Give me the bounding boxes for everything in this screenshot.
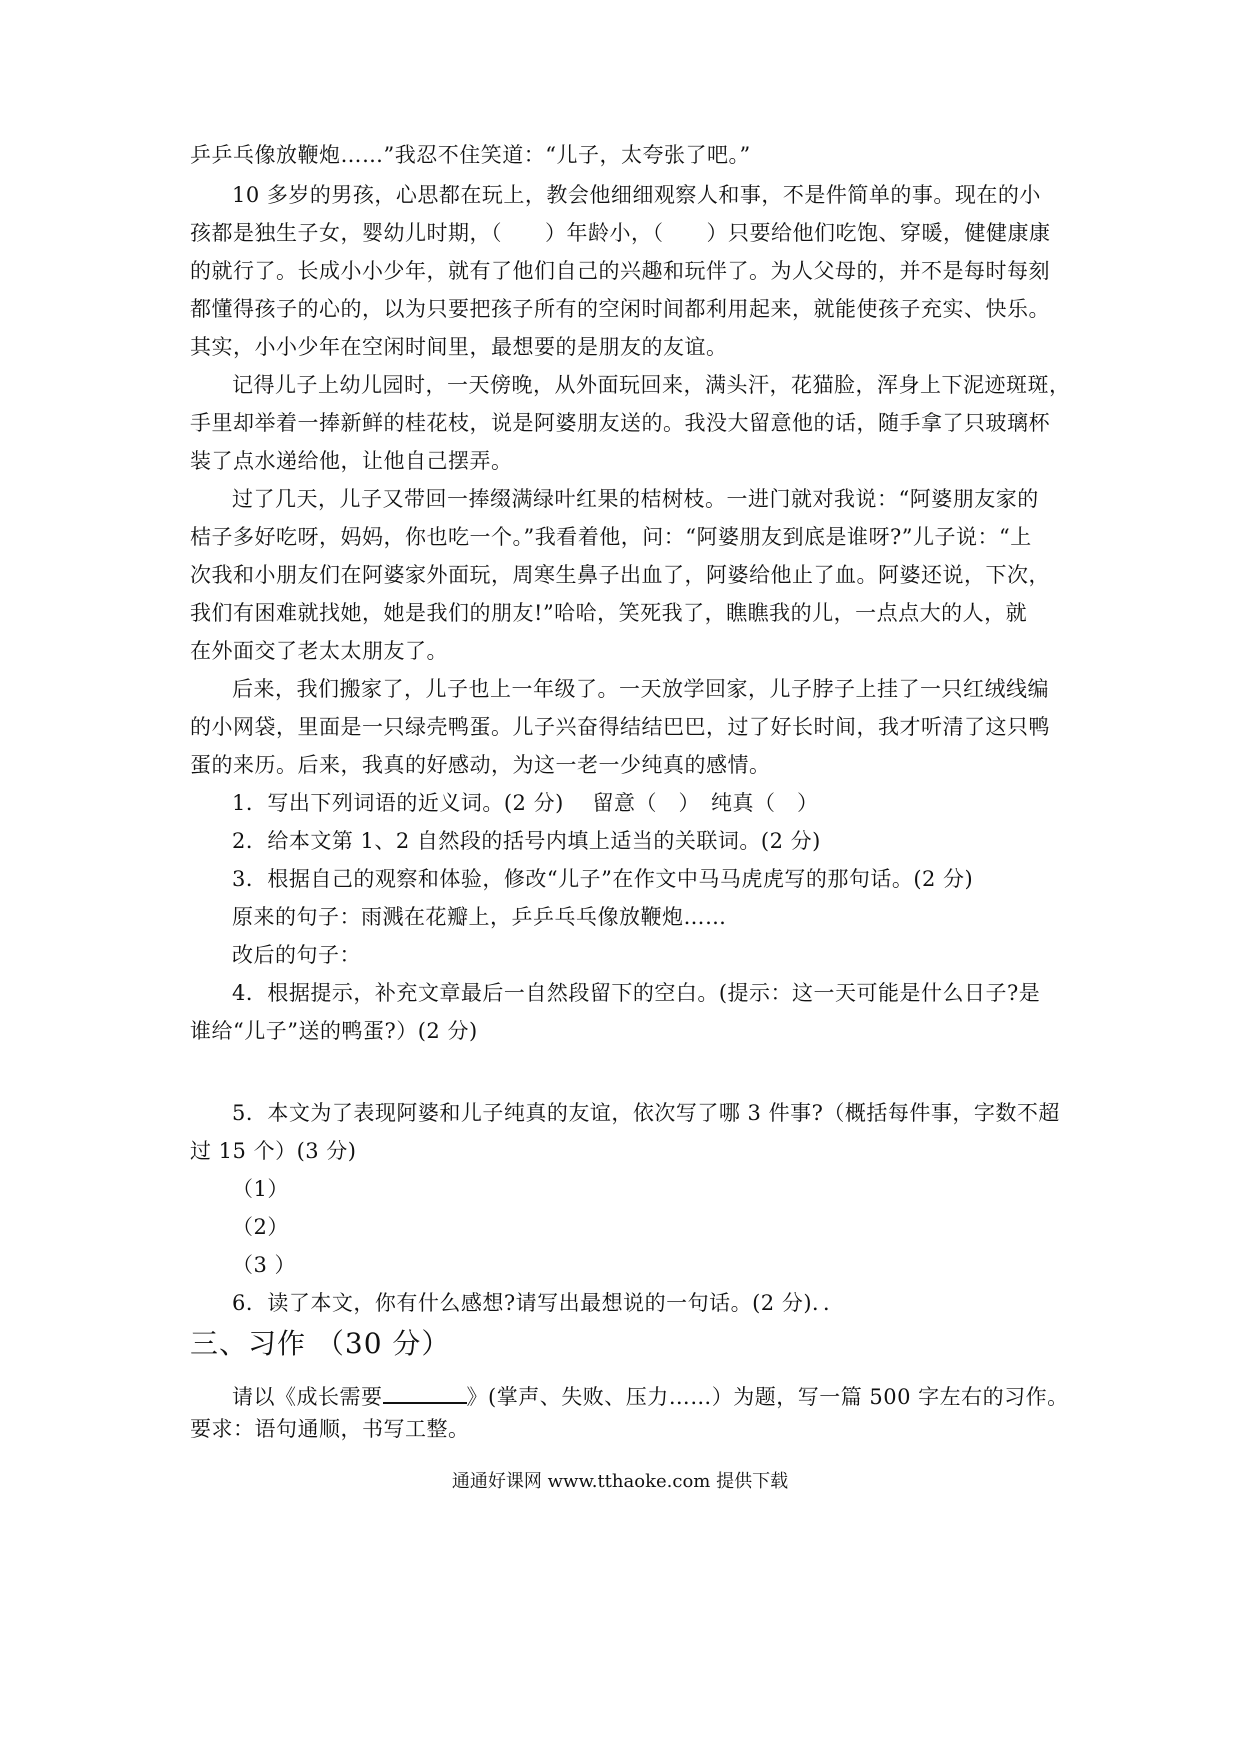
footer-credit: 通通好课网 www.tthaoke.com 提供下载 [451, 1471, 789, 1492]
passage-line: 在外面交了老太太朋友了。 [190, 639, 448, 663]
passage-line: 乒乒乓像放鞭炮……”我忍不住笑道：“儿子，太夸张了吧。” [190, 143, 751, 167]
essay-requirement: 要求：语句通顺，书写工整。 [190, 1417, 470, 1441]
question-5-item-1: （1） [232, 1177, 289, 1201]
passage-line: 我们有困难就找她，她是我们的朋友!”哈哈，笑死我了，瞧瞧我的儿，一点点大的人，就 [190, 601, 1028, 625]
question-1: 1．写出下列词语的近义词。(2 分) 留意（ ） 纯真（ ） [232, 791, 819, 815]
question-2: 2．给本文第 1、2 自然段的括号内填上适当的关联词。(2 分) [232, 829, 821, 853]
passage-line: 后来，我们搬家了，儿子也上一年级了。一天放学回家，儿子脖子上挂了一只红绒线编 [232, 677, 1049, 701]
passage-line: 的就行了。长成小小少年，就有了他们自己的兴趣和玩伴了。为人父母的，并不是每时每刻 [190, 259, 1050, 283]
question-4: 4．根据提示，补充文章最后一自然段留下的空白。(提示：这一天可能是什么日子?是 [232, 981, 1041, 1005]
passage-line: 蛋的来历。后来，我真的好感动，为这一老一少纯真的感情。 [190, 753, 771, 777]
question-3-revised-sentence: 改后的句子： [232, 943, 361, 967]
essay-prompt [232, 1380, 1069, 1412]
question-3: 3．根据自己的观察和体验，修改“儿子”在作文中马马虎虎写的那句话。(2 分) [232, 867, 974, 891]
question-6: 6．读了本文，你有什么感想?请写出最想说的一句话。(2 分)．． [232, 1291, 845, 1315]
passage-line: 其实，小小少年在空闲时间里，最想要的是朋友的友谊。 [190, 335, 728, 359]
question-5-item-2: （2） [232, 1215, 289, 1239]
question-3-original-sentence: 原来的句子：雨溅在花瓣上，乒乒乓乓像放鞭炮…… [232, 905, 727, 929]
passage-line: 都懂得孩子的心的，以为只要把孩子所有的空闲时间都利用起来，就能使孩子充实、快乐。 [190, 297, 1050, 321]
question-5-item-3: （3 ） [232, 1253, 297, 1277]
question-5-continued: 过 15 个）(3 分) [190, 1139, 357, 1163]
passage-line: 桔子多好吃呀，妈妈，你也吃一个。”我看着他，问：“阿婆朋友到底是谁呀?”儿子说：“上 [190, 525, 1032, 549]
question-4-continued: 谁给“儿子”送的鸭蛋?）(2 分) [190, 1019, 478, 1043]
essay-title-blank [383, 1380, 467, 1404]
passage-line: 次我和小朋友们在阿婆家外面玩，周寒生鼻子出血了，阿婆给他止了血。阿婆还说，下次， [190, 563, 1050, 587]
passage-line: 的小网袋，里面是一只绿壳鸭蛋。儿子兴奋得结结巴巴，过了好长时间，我才听清了这只鸭 [190, 715, 1050, 739]
passage-line: 10 多岁的男孩，心思都在玩上，教会他细细观察人和事，不是件简单的事。现在的小 [232, 183, 1041, 207]
passage-line: 孩都是独生子女，婴幼儿时期，（ ）年龄小，（ ）只要给他们吃饱、穿暖，健健康康 [190, 221, 1051, 245]
essay-prompt-after: 》(掌声、失败、压力……）为题，写一篇 500 字左右的习作。 [466, 1385, 1069, 1409]
essay-prompt-before: 请以《成长需要 [232, 1385, 383, 1409]
section-3-title: 三、习作 （30 分） [190, 1327, 451, 1360]
passage-line: 过了几天，儿子又带回一捧缀满绿叶红果的桔树枝。一进门就对我说：“阿婆朋友家的 [232, 487, 1039, 511]
question-5: 5．本文为了表现阿婆和儿子纯真的友谊，依次写了哪 3 件事?（概括每件事，字数不超 [232, 1101, 1060, 1125]
passage-line: 手里却举着一捧新鲜的桂花枝，说是阿婆朋友送的。我没大留意他的话，随手拿了只玻璃杯 [190, 411, 1050, 435]
passage-line: 记得儿子上幼儿园时，一天傍晚，从外面玩回来，满头汗，花猫脸，浑身上下泥迹斑斑， [232, 373, 1071, 397]
passage-line: 装了点水递给他，让他自己摆弄。 [190, 449, 513, 473]
